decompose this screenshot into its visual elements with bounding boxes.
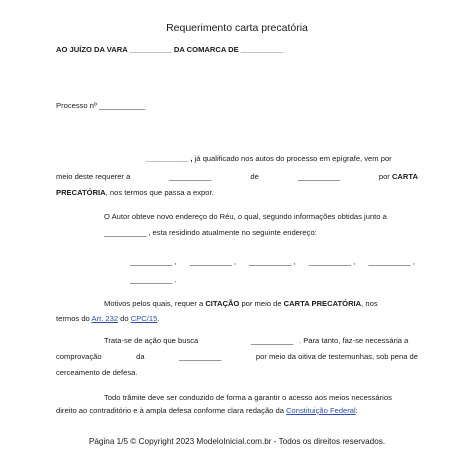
art-232-link[interactable]: Art. 232 — [91, 314, 119, 323]
p1-line3 — [56, 188, 214, 198]
document-title: Requerimento carta precatória — [166, 22, 308, 34]
address-blank-4: __________ , — [308, 257, 356, 266]
page-footer: Página 1/5 © Copyright 2023 ModeloInicial.com.br - Todos os direitos reservados. — [88, 437, 386, 446]
address-blank-2: __________ , — [189, 257, 237, 266]
p3-line2-a: termos do — [56, 314, 92, 323]
p5-line2-b: : — [355, 406, 358, 415]
p4-line2-d: por meio da oitiva de testemunhas, sob pena de — [255, 352, 418, 361]
p1-line2-a: meio deste requerer a — [56, 172, 131, 181]
p4-line1 — [104, 336, 417, 346]
address-blank-3: __________ , — [249, 257, 296, 266]
p1-line2-de: de — [250, 172, 259, 181]
p3-line1-e: , nos — [361, 299, 378, 308]
p4-line2-blank: __________ — [179, 352, 222, 361]
p4-line2 — [56, 352, 418, 362]
p3-line1 — [104, 299, 378, 309]
p1-line3-bold: PRECATÓRIA — [56, 188, 106, 197]
p4-line1-c: . Para tanto, faz-se necessária a — [299, 336, 409, 345]
p1-line2-por: por — [378, 172, 390, 181]
p3-line2 — [56, 314, 159, 324]
p3-line1-c: por meio de — [239, 299, 284, 308]
address-blank-1: __________ , — [130, 257, 177, 266]
address-line1 — [130, 257, 415, 267]
p1-line1 — [146, 154, 392, 164]
address-blank-5: __________ , — [368, 257, 415, 266]
p3-carta-precatoria: CARTA PRECATÓRIA — [283, 299, 362, 308]
p4-line3: cerceamento de defesa. — [56, 368, 138, 377]
cpc-15-link[interactable]: CPC/15 — [130, 314, 158, 323]
p1-line2-blank1: __________ — [169, 172, 212, 181]
p1-line2-blank2: __________ — [297, 172, 340, 181]
p3-line2-b: do — [118, 314, 131, 323]
p3-citacao: CITAÇÃO — [205, 299, 240, 308]
p1-line1-blank: __________ , — [146, 154, 193, 163]
p1-line3-text: , nos termos que passa a expor. — [105, 188, 214, 197]
p1-line2 — [56, 172, 418, 182]
header-line: AO JUÍZO DA VARA __________ DA COMARCA DE __________ — [56, 45, 284, 54]
p3-line2-c: . — [157, 314, 160, 323]
constituicao-federal-link[interactable]: Constituição Federal — [286, 406, 356, 415]
p5-line2 — [56, 406, 358, 416]
p5-line1: Todo trâmite deve ser conduzido de forma a garantir o acesso aos meios necessários — [104, 393, 392, 402]
p4-line2-b: da — [136, 352, 145, 361]
p1-line2-carta: CARTA — [391, 172, 418, 181]
p1-line1-text: já qualificado nos autos do processo em epígrafe, vem por — [192, 154, 392, 163]
p2-line2: __________ , esta residindo atualmente no seguinte endereço: — [104, 228, 317, 237]
p4-line2-a: comprovação — [56, 352, 102, 361]
p5-line2-a: direito ao contraditório e à ampla defesa conforme clara redação da — [56, 406, 287, 415]
p4-line1-a: Trata-se de ação que busca — [104, 336, 199, 345]
processo-line: Processo nº ___________ — [56, 101, 146, 110]
p4-line1-blank: __________ — [251, 336, 294, 345]
p2-line1: O Autor obteve novo endereço do Réu, o qual, segundo informações obtidas junto a — [104, 212, 387, 221]
p3-line1-a: Motivos pelos quais, requer a — [104, 299, 206, 308]
address-line2: __________ . — [130, 275, 177, 284]
